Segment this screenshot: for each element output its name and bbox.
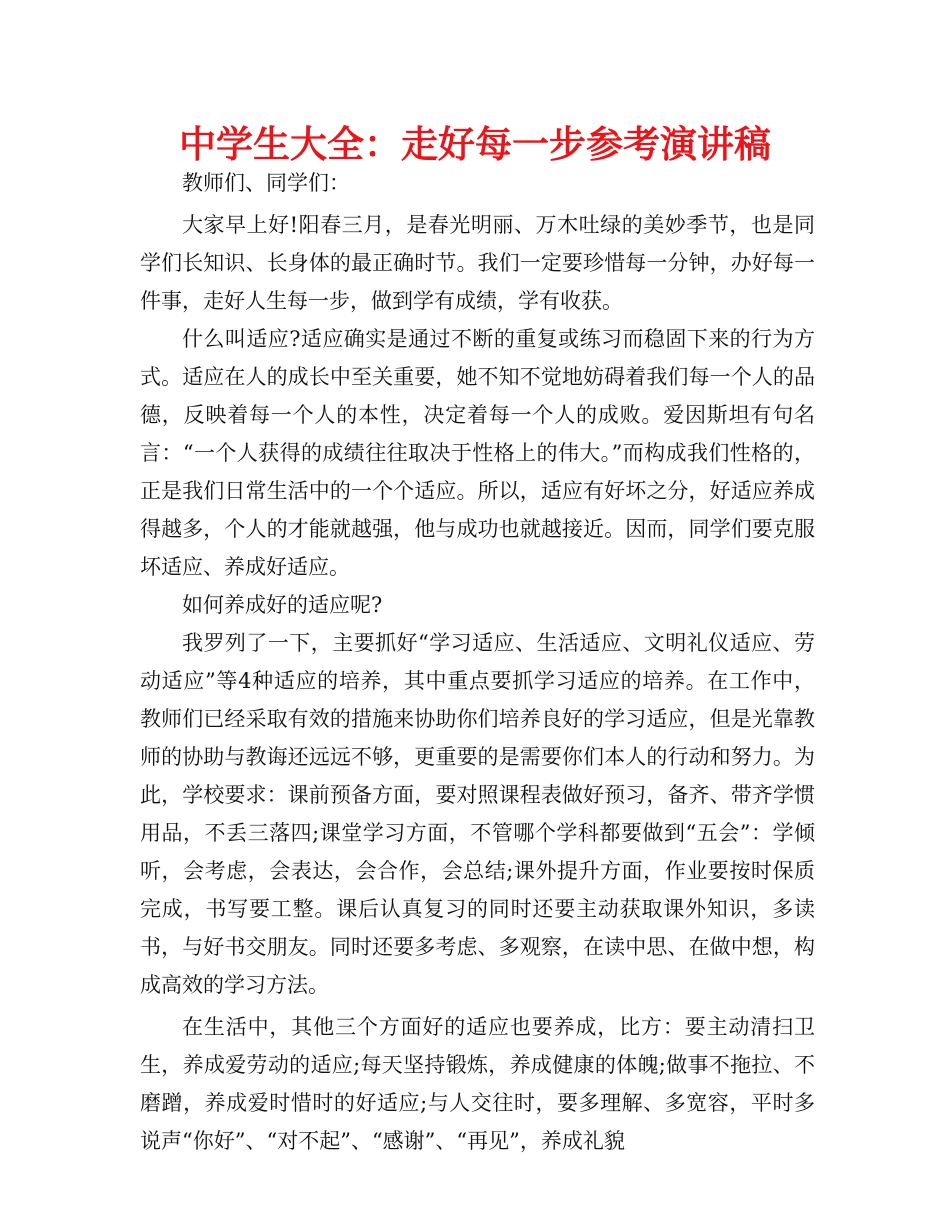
paragraph-greeting: 教师们、同学们：: [182, 171, 350, 195]
paragraph-question: 如何养成好的适应呢?: [182, 593, 383, 617]
document-body: [140, 164, 815, 1160]
paragraph-habit-definition: 什么叫适应?适应确实是通过不断的重复或练习而稳固下来的行为方式。适应在人的成长中至关重要，她不知不觉地妨碍着我们每一个人的品德，反映着每一个人的本性，决定着每一个人的成败。爱因斯坦有句名言：“一个人获得的成绩往往取决于性格上的伟大。”而构成我们性格的，正是我们日常生活中的一个个适应。所以，适应有好坏之分，好适应养成得越多，个人的才能就越强，他与成功也就越接近。因而，同学们要克服坏适应、养成好适应。: [140, 327, 815, 579]
document-title: 中学生大全：走好每一步参考演讲稿: [179, 123, 771, 166]
paragraph-study-habits: 我罗列了一下，主要抓好“学习适应、生活适应、文明礼仪适应、劳动适应”等4种适应的培养，其中重点要抓学习适应的培养。在工作中，教师们已经采取有效的措施来协助你们培养良好的学习适应，但是光靠教师的协助与教诲还远远不够，更重要的是需要你们本人的行动和努力。为此，学校要求：课前预备方面，要对照课程表做好预习，备齐、带齐学惯用品，不丢三落四;课堂学习方面，不管哪个学科都要做到“五会”：学倾听，会考虑，会表达，会合作，会总结;课外提升方面，作业要按时保质完成，书写要工整。课后认真复习的同时还要主动获取课外知识，多读书，与好书交朋友。同时还要多考虑、多观察，在读中思、在做中想，构成高效的学习方法。: [140, 631, 815, 997]
paragraph-life-habits: 在生活中，其他三个方面好的适应也要养成，比方：要主动清扫卫生，养成爱劳动的适应;每天坚持锻炼，养成健康的体魄;做事不拖拉、不磨蹭，养成爱时惜时的好适应;与人交往时，要多理解、多宽容，平时多说声“你好”、“对不起”、“感谢”、“再见”，养成礼貌: [140, 1015, 815, 1153]
paragraph-opening: 大家早上好!阳春三月，是春光明丽、万木吐绿的美妙季节，也是同学们长知识、长身体的最正确时节。我们一定要珍惜每一分钟，办好每一件事，走好人生每一步，做到学有成绩，学有收获。: [140, 213, 815, 313]
